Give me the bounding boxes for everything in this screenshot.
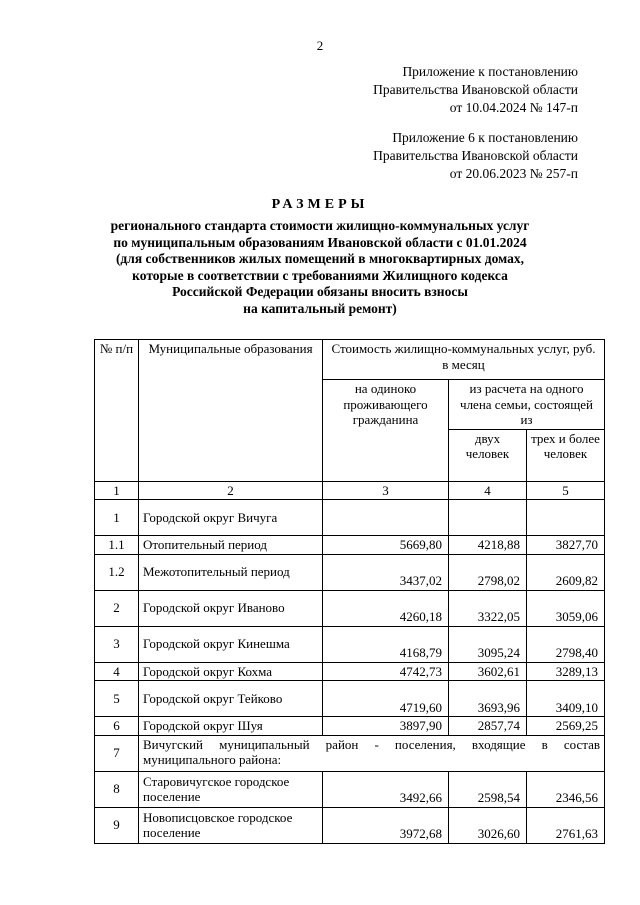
column-number: 5	[527, 481, 605, 500]
appendix-line: Приложение 6 к постановлению	[392, 130, 578, 145]
row-number: 1.1	[95, 536, 139, 555]
row-municipality: Городской округ Кинешма	[139, 626, 323, 662]
row-three-person-cost: 2569,25	[527, 717, 605, 736]
row-two-person-cost: 3026,60	[449, 807, 527, 843]
row-three-person-cost: 3059,06	[527, 590, 605, 626]
appendix-line: от 10.04.2024 № 147-п	[449, 100, 578, 115]
table-row	[95, 500, 605, 536]
row-three-person-cost: 2761,63	[527, 807, 605, 843]
document-title: РАЗМЕРЫ	[271, 197, 369, 212]
column-number: 3	[323, 481, 449, 500]
page-number: 2	[316, 38, 324, 53]
header-cost: Стоимость жилищно-коммунальных услуг, руб. в месяц	[323, 340, 605, 380]
row-three-person-cost	[527, 500, 605, 536]
row-single-cost: 4742,73	[323, 662, 449, 681]
appendix-line: Приложение к постановлению	[402, 64, 578, 79]
row-two-person-cost: 3693,96	[449, 681, 527, 717]
document-subtitle	[60, 218, 580, 318]
row-municipality: Межотопительный период	[139, 554, 323, 590]
subtitle-line: (для собственников жилых помещений в многоквартирных домах,	[115, 251, 525, 267]
table-row	[95, 807, 605, 843]
row-municipality: Городской округ Кохма	[139, 662, 323, 681]
subtitle-line: регионального стандарта стоимости жилищно-коммунальных услуг	[110, 218, 530, 233]
row-three-person-cost: 2346,56	[527, 771, 605, 807]
row-municipality: Новописцовское городское поселение	[139, 807, 323, 843]
row-number: 4	[95, 662, 139, 681]
row-two-person-cost: 2857,74	[449, 717, 527, 736]
header-municipality: Муниципальные образования	[139, 340, 323, 482]
row-three-person-cost: 3827,70	[527, 536, 605, 555]
row-single-cost: 3897,90	[323, 717, 449, 736]
table-section-row	[95, 735, 605, 771]
row-number: 9	[95, 807, 139, 843]
row-two-person-cost	[449, 500, 527, 536]
table-row	[95, 626, 605, 662]
row-number: 1.2	[95, 554, 139, 590]
row-single-cost: 3972,68	[323, 807, 449, 843]
row-two-person-cost: 3095,24	[449, 626, 527, 662]
subtitle-line: Российской Федерации обязаны вносить взносы	[172, 284, 468, 300]
row-three-person-cost: 2609,82	[527, 554, 605, 590]
row-municipality: Городской округ Вичуга	[139, 500, 323, 536]
row-two-person-cost: 2598,54	[449, 771, 527, 807]
table-row	[95, 771, 605, 807]
table-row	[95, 681, 605, 717]
column-number: 1	[95, 481, 139, 500]
appendix-line: Правительства Ивановской области	[373, 82, 578, 97]
row-single-cost: 4260,18	[323, 590, 449, 626]
header-single: на одиноко проживающего гражданина	[323, 380, 449, 482]
appendix-reference-1	[278, 63, 578, 117]
header-family: из расчета на одного члена семьи, состоящей из	[449, 380, 605, 430]
row-municipality: Городской округ Тейково	[139, 681, 323, 717]
row-single-cost: 5669,80	[323, 536, 449, 555]
column-number: 4	[449, 481, 527, 500]
row-single-cost: 3437,02	[323, 554, 449, 590]
row-two-person-cost: 2798,02	[449, 554, 527, 590]
cost-standards-table	[94, 339, 605, 844]
row-municipality: Старовичугское городское поселение	[139, 771, 323, 807]
row-two-person-cost: 3322,05	[449, 590, 527, 626]
row-two-person-cost: 4218,88	[449, 536, 527, 555]
row-number: 1	[95, 500, 139, 536]
row-single-cost: 4719,60	[323, 681, 449, 717]
row-two-person-cost: 3602,61	[449, 662, 527, 681]
subtitle-line: которые в соответствии с требованиями Жилищного кодекса	[132, 267, 508, 283]
row-single-cost: 4168,79	[323, 626, 449, 662]
header-three: трех и более человек	[527, 429, 605, 481]
subtitle-line: на капитальный ремонт)	[243, 300, 397, 316]
row-three-person-cost: 3289,13	[527, 662, 605, 681]
row-number: 5	[95, 681, 139, 717]
table-row	[95, 536, 605, 555]
row-number: 8	[95, 771, 139, 807]
row-single-cost: 3492,66	[323, 771, 449, 807]
row-municipality: Городской округ Шуя	[139, 717, 323, 736]
row-three-person-cost: 2798,40	[527, 626, 605, 662]
row-three-person-cost: 3409,10	[527, 681, 605, 717]
section-heading: Вичугский муниципальный район - поселения, входящие в состав муниципального района:	[139, 735, 605, 771]
subtitle-line: по муниципальным образованиям Ивановской области с 01.01.2024	[113, 234, 527, 250]
table-row	[95, 590, 605, 626]
header-num: № п/п	[95, 340, 139, 482]
row-municipality: Отопительный период	[139, 536, 323, 555]
row-number: 6	[95, 717, 139, 736]
row-number: 2	[95, 590, 139, 626]
appendix-reference-2	[278, 129, 578, 183]
row-number: 7	[95, 735, 139, 771]
appendix-line: от 20.06.2023 № 257-п	[449, 166, 578, 181]
row-number: 3	[95, 626, 139, 662]
row-single-cost	[323, 500, 449, 536]
header-two: двух человек	[449, 429, 527, 481]
column-number: 2	[139, 481, 323, 500]
table-row	[95, 554, 605, 590]
table-row	[95, 662, 605, 681]
row-municipality: Городской округ Иваново	[139, 590, 323, 626]
table-row	[95, 717, 605, 736]
appendix-line: Правительства Ивановской области	[373, 148, 578, 163]
